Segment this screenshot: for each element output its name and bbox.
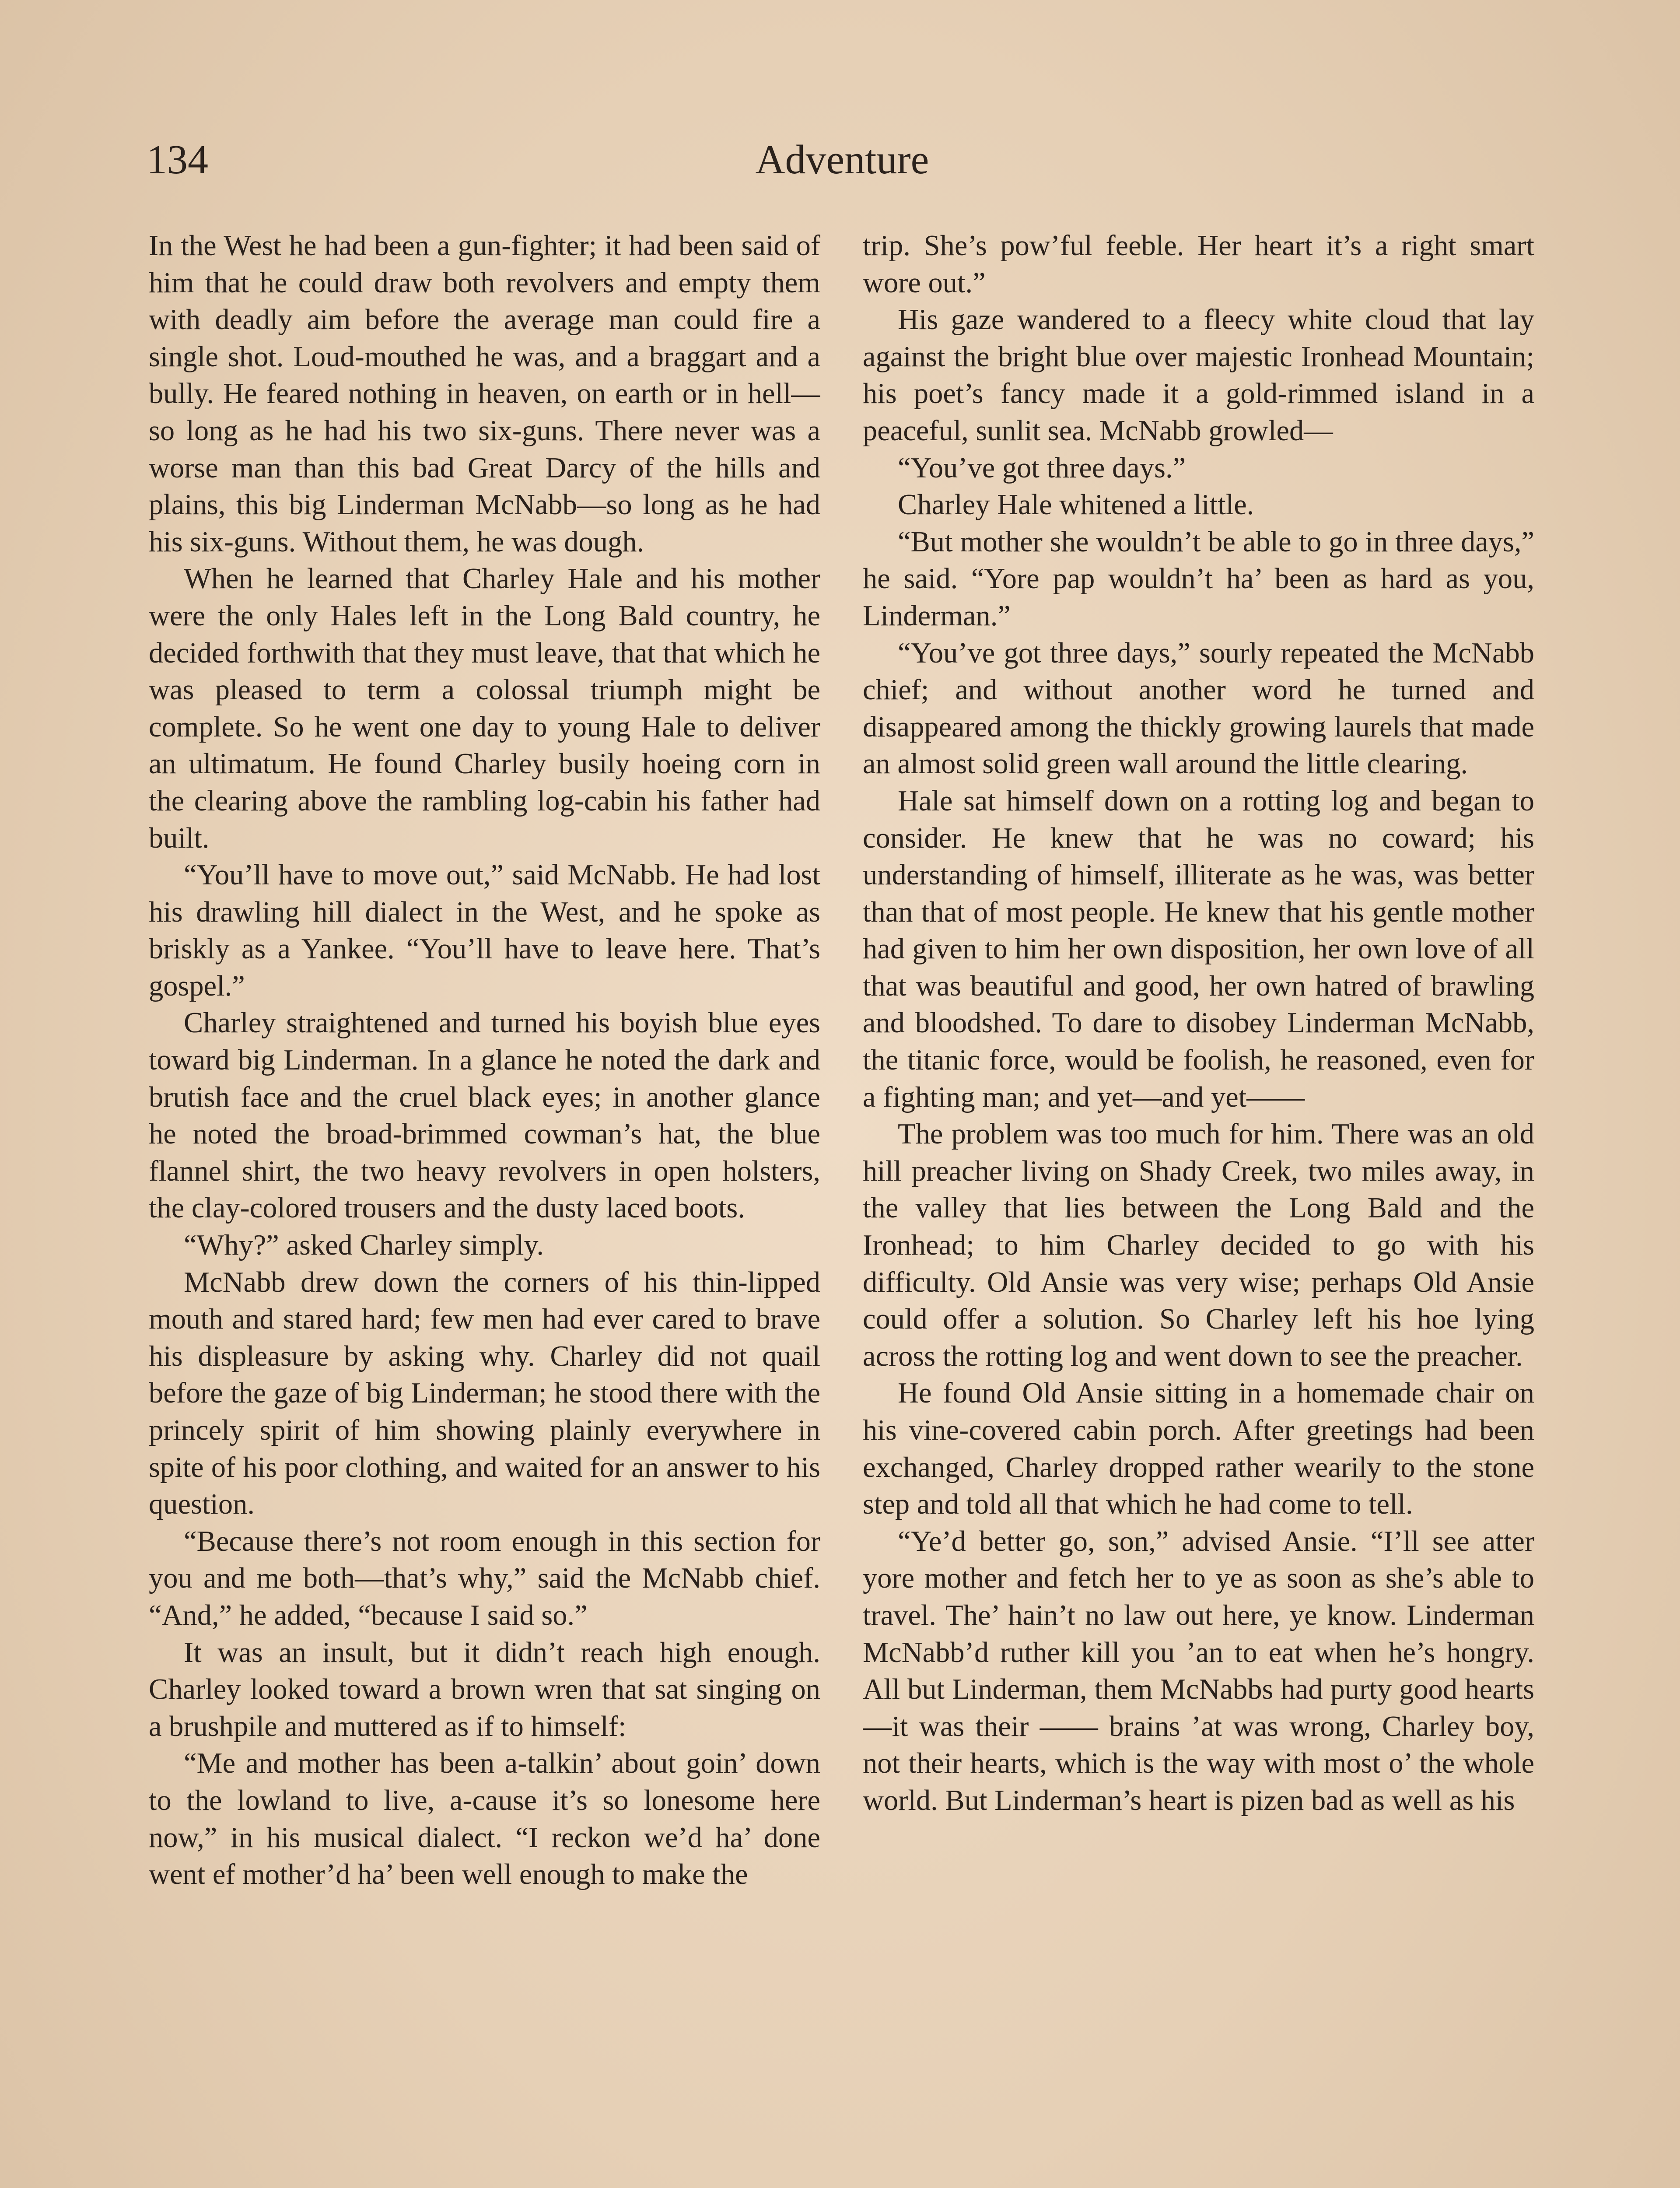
paragraph: Charley straightened and turned his boyish blue eyes toward big Linderman. In a glance he noted the dark and brutish face and the cruel black eyes; in another glance he noted the broad-brimmed cowman’s hat, the blue flannel shirt, the two heavy revolvers in open holsters, the clay-colored trousers and the dusty laced boots. — [149, 1007, 820, 1224]
paragraph: “You’ll have to move out,” said McNabb. He had lost his drawling hill dialect in the West, and he spoke as briskly as a Yankee. “You’ll have to leave here. That’s gospel.” — [149, 859, 820, 1002]
paragraph: Hale sat himself down on a rotting log and began to consider. He knew that he was no coward; his understanding of himself, illiterate as he was, was better than that of most people. He knew that his gentle mother had given to him her own disposition, her own love of all that was beautiful and good, her own hatred of brawling and bloodshed. To dare to disobey Linderman McNabb, the titanic force, would be foolish, he reasoned, even for a fighting man; and yet—and yet—— — [863, 785, 1534, 1113]
paragraph: “But mother she wouldn’t be able to go in three days,” he said. “Yore pap wouldn’t ha’ been as hard as you, Linderman.” — [863, 526, 1534, 632]
paragraph: It was an insult, but it didn’t reach high enough. Charley looked toward a brown wren that sat singing on a brushpile and muttered as if to himself: — [149, 1636, 820, 1743]
paragraph: “Because there’s not room enough in this section for you and me both—that’s why,” said the McNabb chief. “And,” he added, “because I said so.” — [149, 1525, 820, 1631]
paragraph: trip. She’s pow’ful feeble. Her heart it’s a right smart wore out.” — [863, 230, 1534, 299]
paragraph: “You’ve got three days.” — [898, 452, 1186, 484]
paragraph: In the West he had been a gun-fighter; it had been said of him that he could draw both revolvers and empty them with deadly aim before the average man could fire a single shot. Loud-mouthed he was, and a braggart and a bully. He feared nothing in heaven, on earth or in hell—so long as he had his two six-guns. There never was a worse man than this bad Great Darcy of the hills and plains, this big Linderman McNabb—so long as he had his six-guns. Without them, he was dough. — [149, 230, 820, 558]
paragraph: “Me and mother has been a-talkin’ about goin’ down to the lowland to live, a-cause it’s so lonesome here now,” in his musical dialect. “I reckon we’d ha’ done went ef mother’d ha’ been well enough to make the — [149, 1747, 820, 1891]
page-number: 134 — [147, 137, 208, 182]
paragraph: His gaze wandered to a fleecy white cloud that lay against the bright blue over majestic Ironhead Mountain; his poet’s fancy made it a gold-rimmed island in a peaceful, sunlit sea. McNabb growled— — [863, 304, 1534, 447]
paragraph: Charley Hale whitened a little. — [898, 489, 1254, 521]
paragraph: He found Old Ansie sitting in a homemade chair on his vine-covered cabin porch. After greetings had been exchanged, Charley dropped rather wearily to the stone step and told all that which he had come to tell. — [863, 1377, 1534, 1521]
paragraph: When he learned that Charley Hale and his mother were the only Hales left in the Long Bald country, he decided forthwith that they must leave, that that which he was pleased to term a colossal triumph might be complete. So he went one day to young Hale to deliver an ultimatum. He found Charley busily hoeing corn in the clearing above the rambling log-cabin his father had built. — [149, 563, 820, 854]
left-column — [149, 228, 820, 2188]
paragraph: “Why?” asked Charley simply. — [184, 1229, 544, 1262]
running-title: Adventure — [755, 137, 929, 182]
paragraph: “Ye’d better go, son,” advised Ansie. “I’ll see atter yore mother and fetch her to ye as soon as she’s able to travel. The’ hain’t no law out here, ye know. Linderman McNabb’d ruther kill you ’an to eat when he’s hongry. All but Linderman, them McNabbs had purty good hearts—it was their —— brains ’at was wrong, Charley boy, not their hearts, which is the way with most o’ the whole world. But Linderman’s heart is pizen bad as well as his — [863, 1525, 1534, 1816]
right-column — [863, 228, 1534, 2188]
paragraph: McNabb drew down the corners of his thin-lipped mouth and stared hard; few men had ever cared to brave his displeasure by asking why. Charley did not quail before the gaze of big Linderman; he stood there with the princely spirit of him showing plainly everywhere in spite of his poor clothing, and waited for an answer to his question. — [149, 1266, 820, 1521]
paragraph: “You’ve got three days,” sourly repeated the McNabb chief; and without another word he turned and disappeared among the thickly growing laurels that made an almost solid green wall around the little clearing. — [863, 637, 1534, 780]
page-header — [147, 131, 1538, 188]
paragraph: The problem was too much for him. There was an old hill preacher living on Shady Creek, two miles away, in the valley that lies between the Long Bald and the Ironhead; to him Charley decided to go with his difficulty. Old Ansie was very wise; perhaps Old Ansie could offer a solution. So Charley left his hoe lying across the rotting log and went down to see the preacher. — [863, 1118, 1534, 1372]
